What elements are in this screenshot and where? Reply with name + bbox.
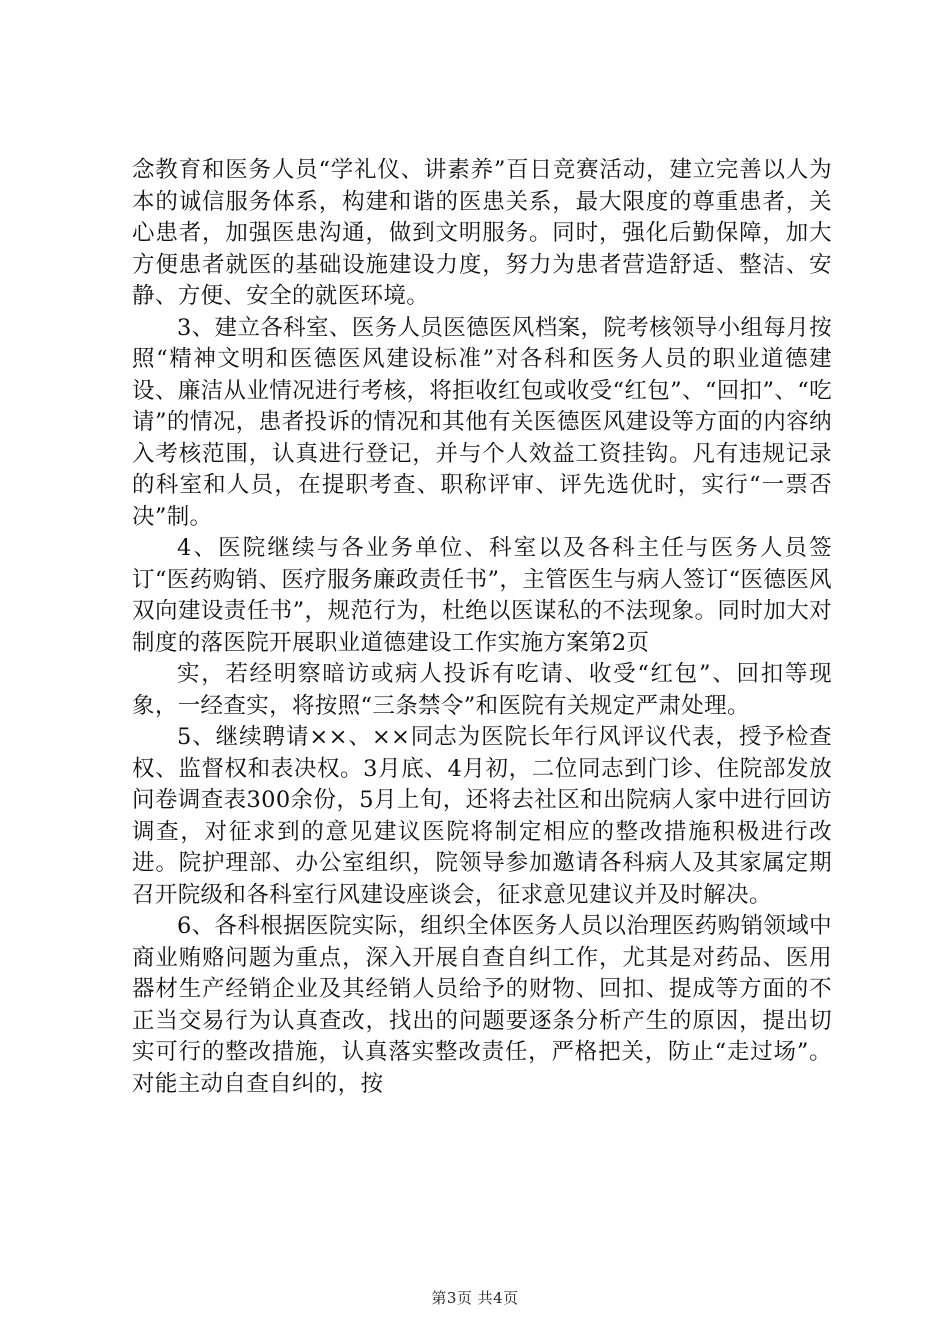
document-body: [132, 155, 832, 1100]
paragraph-6: 6、各科根据医院实际，组织全体医务人员以治理医药购销领域中商业贿赂问题为重点，深入开展自查自纠工作，尤其是对药品、医用器材生产经销企业及其经销人员给予的财物、回扣、提成等方面的不正当交易行为认真查改，找出的问题要逐条分析产生的原因，提出切实可行的整改措施，认真落实整改责任，严格把关，防止“走过场”。对能主动自查自纠的，按: [132, 913, 832, 1097]
paragraph-3: 4、医院继续与各业务单位、科室以及各科主任与医务人员签订“医药购销、医疗服务廉政责任书”，主管医生与病人签订“医德医风双向建设责任书”，规范行为，杜绝以医谋私的不法现象。同时加大对制度的落医院开展职业道德建设工作实施方案第2页: [132, 535, 832, 656]
page-number-footer: 第3页 共4页: [431, 1289, 519, 1307]
paragraph-5: 5、继续聘请××、××同志为医院长年行风评议代表，授予检查权、监督权和表决权。3月底、4月初，二位同志到门诊、住院部发放问卷调查表300余份，5月上旬，还将去社区和出院病人家中进行回访调查，对征求到的意见建议医院将制定相应的整改措施积极进行改进。院护理部、办公室组织，院领导参加邀请各科病人及其家属定期召开院级和各科室行风建设座谈会，征求意见建议并及时解决。: [132, 724, 832, 908]
paragraph-2: 3、建立各科室、医务人员医德医风档案，院考核领导小组每月按照“精神文明和医德医风建设标准”对各科和医务人员的职业道德建设、廉洁从业情况进行考核，将拒收红包或收受“红包”、“回扣”、“吃请”的情况，患者投诉的情况和其他有关医德医风建设等方面的内容纳入考核范围，认真进行登记，并与个人效益工资挂钩。凡有违规记录的科室和人员，在提职考查、职称评审、评先选优时，实行“一票否决”制。: [132, 314, 832, 530]
paragraph-1: 念教育和医务人员“学礼仪、讲素养”百日竞赛活动，建立完善以人为本的诚信服务体系，构建和谐的医患关系，最大限度的尊重患者，关心患者，加强医患沟通，做到文明服务。同时，强化后勤保障，加大方便患者就医的基础设施建设力度，努力为患者营造舒适、整洁、安静、方便、安全的就医环境。: [132, 157, 832, 309]
paragraph-4: 实，若经明察暗访或病人投诉有吃请、收受“红包”、回扣等现象，一经查实，将按照“三条禁令”和医院有关规定严肃处理。: [132, 661, 832, 719]
